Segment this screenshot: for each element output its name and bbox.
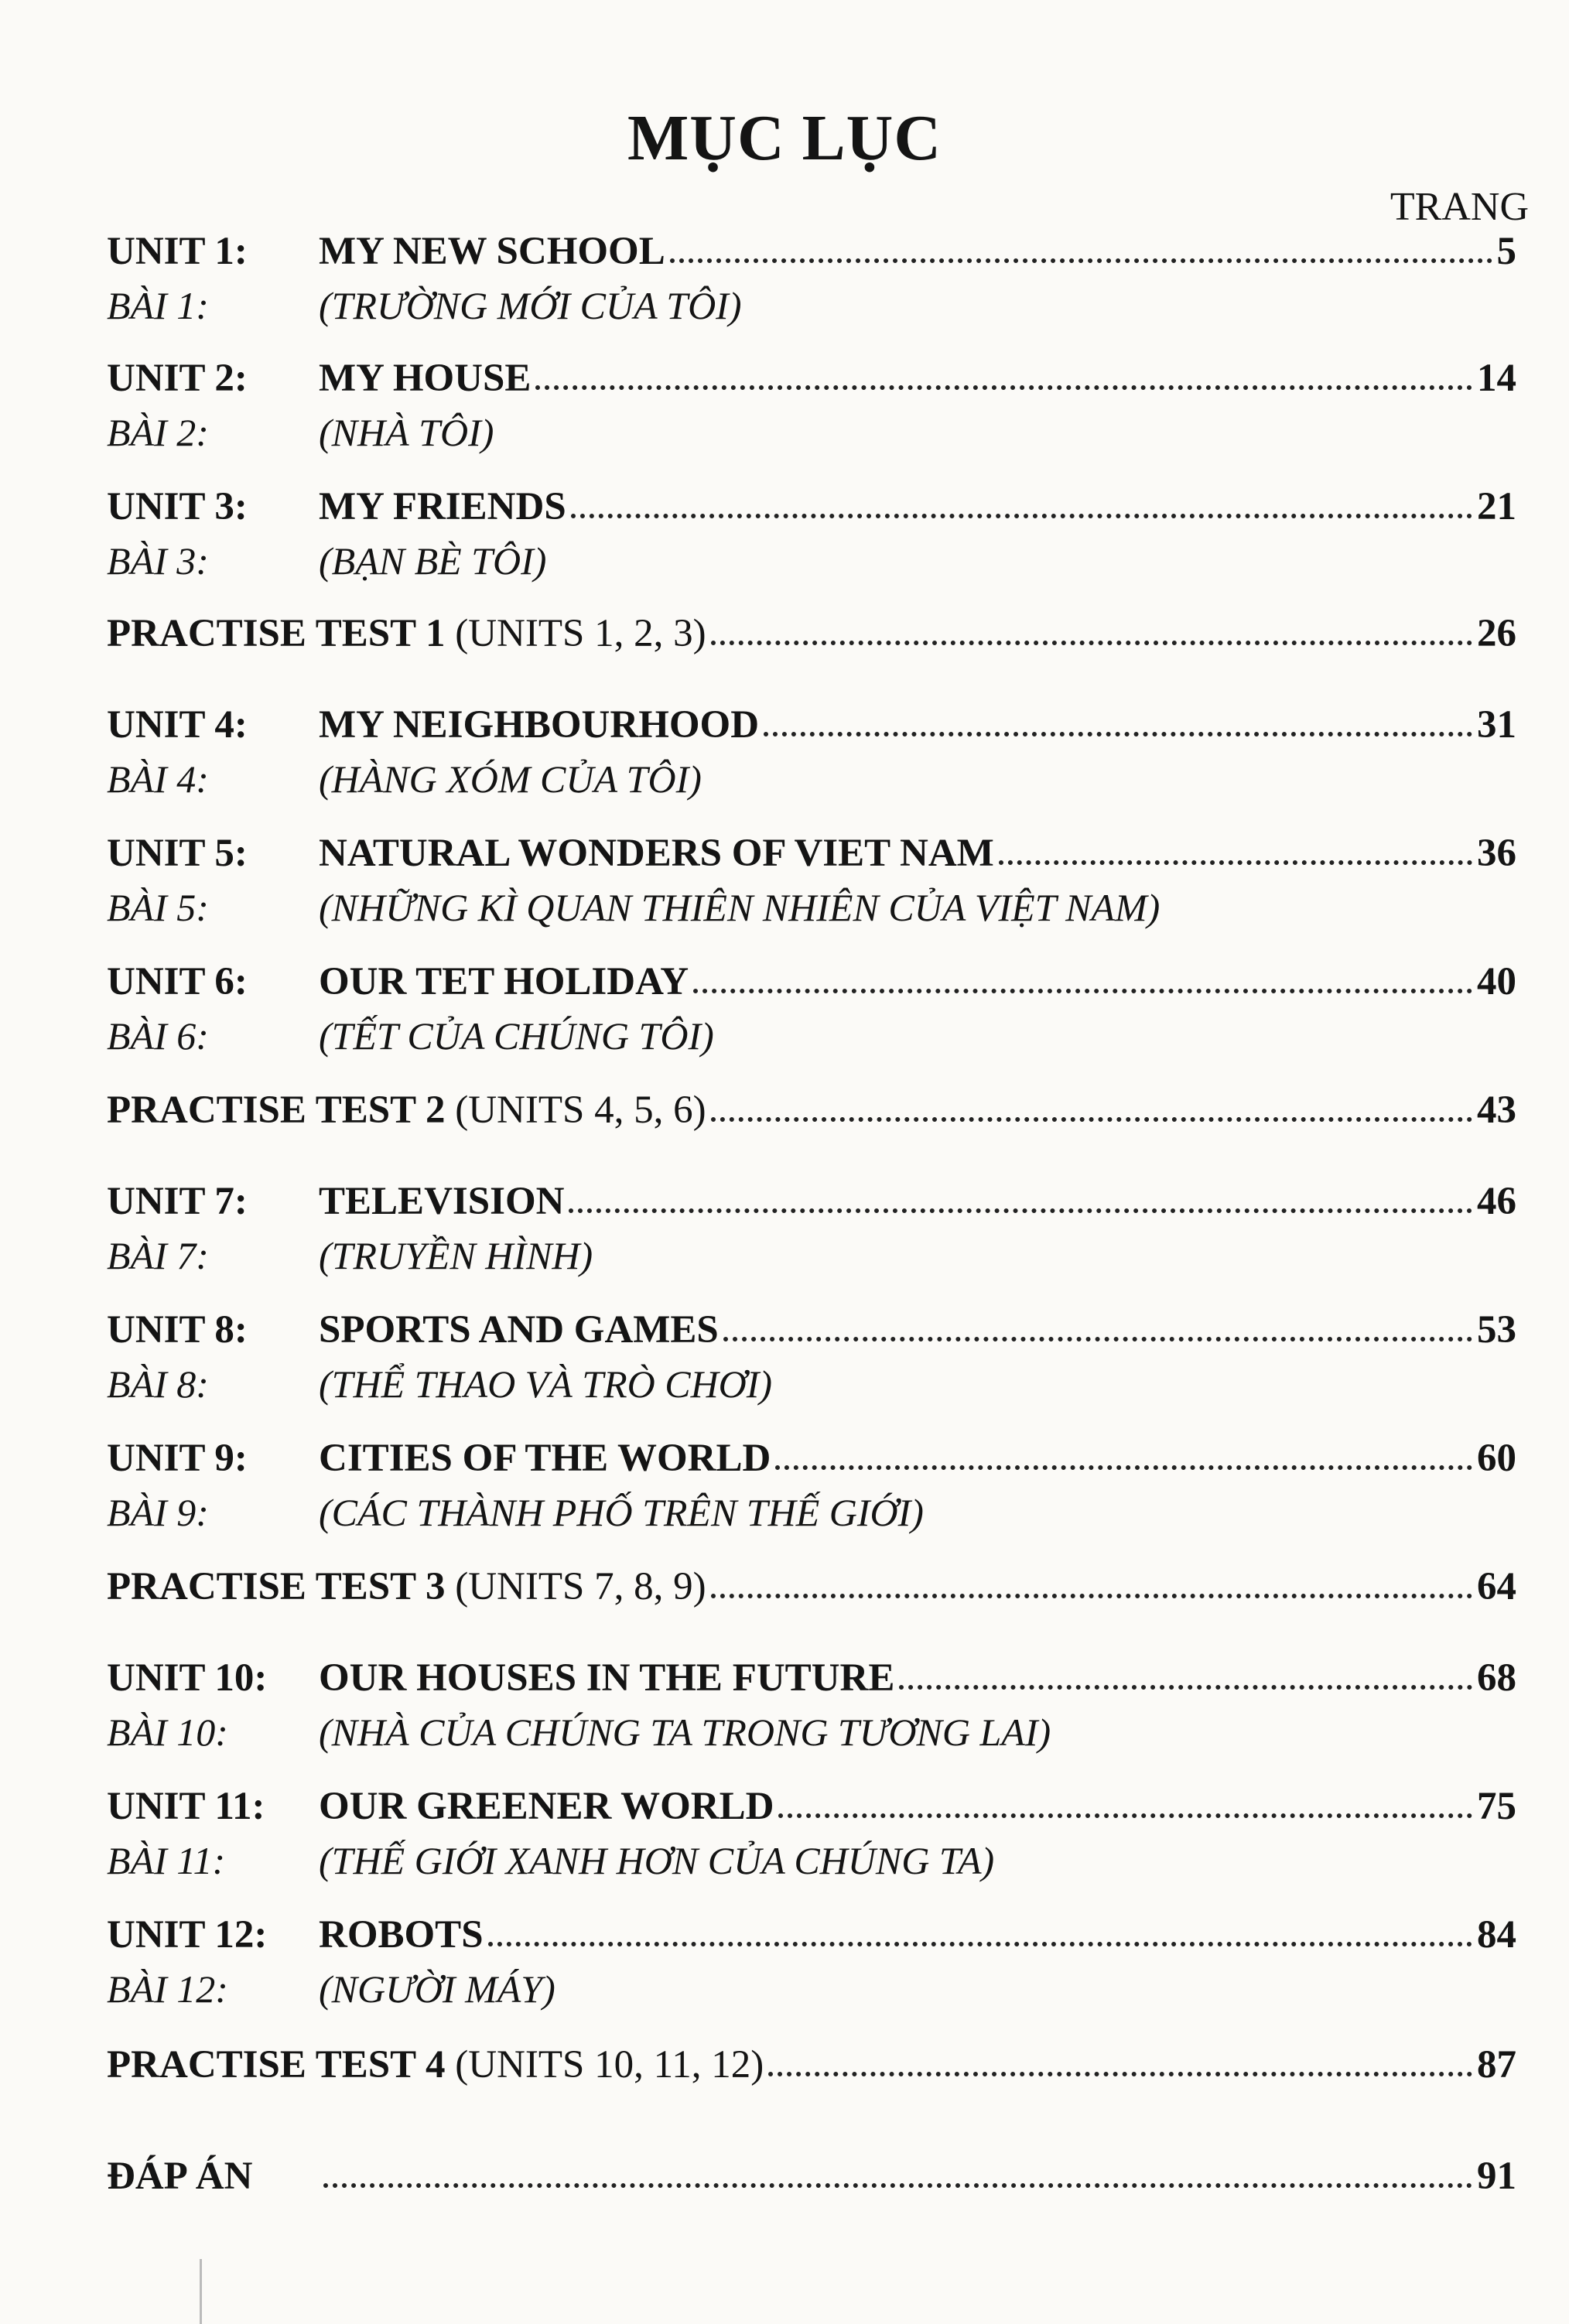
dot-leader — [778, 1813, 1472, 1818]
vietnamese-title: (NHÀ CỦA CHÚNG TA TRONG TƯƠNG LAI) — [319, 1711, 1051, 1754]
entry-line — [319, 1656, 1516, 1700]
page-number: 5 — [1496, 230, 1516, 273]
unit-code: UNIT 11: — [107, 1785, 265, 1828]
entry-line — [319, 702, 1516, 747]
toc-subentry-bai-9 — [107, 1490, 1516, 1544]
unit-code: UNIT 8: — [107, 1308, 248, 1352]
page-margin-rule — [200, 2259, 202, 2324]
unit-code: UNIT 3: — [107, 485, 248, 528]
dot-leader — [535, 385, 1472, 390]
unit-code: UNIT 1: — [107, 230, 248, 273]
unit-code: UNIT 12: — [107, 1913, 268, 1957]
page-number: 87 — [1477, 2043, 1516, 2086]
bai-code: BÀI 7: — [107, 1234, 209, 1277]
vietnamese-title: (THẾ GIỚI XANH HƠN CỦA CHÚNG TA) — [319, 1839, 995, 1882]
unit-code: UNIT 2: — [107, 357, 248, 400]
toc-subentry-bai-3 — [107, 538, 1516, 593]
unit-code: UNIT 5: — [107, 832, 248, 875]
dot-leader — [323, 2183, 1472, 2188]
unit-title: ROBOTS — [319, 1913, 484, 1957]
bai-code: BÀI 4: — [107, 757, 209, 801]
toc-subentry-bai-11 — [107, 1838, 1516, 1892]
bai-code: BÀI 6: — [107, 1014, 209, 1058]
test-title: PRACTISE TEST 3 — [107, 1565, 446, 1608]
page-number: 75 — [1477, 1785, 1516, 1828]
entry-line — [319, 1912, 1516, 1957]
page-number: 43 — [1477, 1089, 1516, 1132]
bai-code: BÀI 10: — [107, 1711, 228, 1754]
dot-leader — [488, 1942, 1472, 1946]
toc-entry-unit-12[interactable] — [107, 1912, 1516, 1967]
entry-line — [319, 1307, 1516, 1352]
unit-code: UNIT 9: — [107, 1437, 248, 1480]
dot-leader — [569, 1208, 1472, 1213]
toc-entry-unit-10[interactable] — [107, 1656, 1516, 1710]
page-number: 53 — [1477, 1308, 1516, 1352]
entry-line — [319, 356, 1516, 401]
unit-title: CITIES OF THE WORLD — [319, 1437, 771, 1480]
toc-subentry-bai-1 — [107, 283, 1516, 337]
test-units: (UNITS 10, 11, 12) — [455, 2043, 764, 2086]
dot-leader — [711, 1117, 1472, 1122]
toc-entry-unit-9[interactable] — [107, 1436, 1516, 1490]
page-number: 46 — [1477, 1180, 1516, 1223]
toc-entry-unit-3[interactable] — [107, 484, 1516, 538]
entry-line — [107, 1088, 1516, 1133]
toc-entry-unit-2[interactable] — [107, 356, 1516, 410]
entry-line — [107, 1564, 1516, 1609]
toc-entry-unit-4[interactable] — [107, 702, 1516, 757]
answers-title: ĐÁP ÁN — [107, 2155, 253, 2198]
unit-title: MY NEW SCHOOL — [319, 230, 665, 273]
dot-leader — [711, 1594, 1472, 1598]
vietnamese-title: (TRƯỜNG MỚI CỦA TÔI) — [319, 284, 742, 327]
test-units: (UNITS 1, 2, 3) — [455, 612, 706, 655]
unit-title: OUR HOUSES IN THE FUTURE — [319, 1656, 895, 1700]
entry-line — [319, 484, 1516, 529]
bai-code: BÀI 2: — [107, 411, 209, 454]
bai-code: BÀI 5: — [107, 886, 209, 929]
dot-leader — [571, 514, 1472, 518]
toc-entry-unit-1[interactable] — [107, 229, 1516, 283]
entry-line — [319, 1784, 1516, 1829]
entry-line — [319, 1179, 1516, 1224]
dot-leader — [711, 641, 1472, 645]
unit-title: MY HOUSE — [319, 357, 532, 400]
page-number: 68 — [1477, 1656, 1516, 1700]
entry-line — [319, 959, 1516, 1004]
page-number: 84 — [1477, 1913, 1516, 1957]
unit-title: OUR TET HOLIDAY — [319, 960, 689, 1003]
bai-code: BÀI 11: — [107, 1839, 226, 1882]
vietnamese-title: (BẠN BÈ TÔI) — [319, 539, 547, 583]
page-number: 91 — [1477, 2155, 1516, 2198]
bai-code: BÀI 8: — [107, 1362, 209, 1406]
vietnamese-title: (TẾT CỦA CHÚNG TÔI) — [319, 1014, 714, 1058]
entry-line — [107, 2042, 1516, 2087]
unit-code: UNIT 6: — [107, 960, 248, 1003]
page-number: 64 — [1477, 1565, 1516, 1608]
entry-line — [107, 2154, 1516, 2199]
toc-entry-unit-7[interactable] — [107, 1179, 1516, 1233]
toc-entry-practise-test-2[interactable] — [107, 1088, 1516, 1142]
test-units: (UNITS 4, 5, 6) — [455, 1089, 706, 1132]
unit-title: SPORTS AND GAMES — [319, 1308, 719, 1352]
bai-code: BÀI 12: — [107, 1967, 228, 2011]
page-number: 26 — [1477, 612, 1516, 655]
bai-code: BÀI 3: — [107, 539, 209, 583]
unit-code: UNIT 4: — [107, 703, 248, 747]
vietnamese-title: (HÀNG XÓM CỦA TÔI) — [319, 757, 702, 801]
bai-code: BÀI 1: — [107, 284, 209, 327]
toc-entry-answers[interactable] — [107, 2154, 1516, 2208]
test-title: PRACTISE TEST 4 — [107, 2043, 446, 2086]
vietnamese-title: (NHÀ TÔI) — [319, 411, 494, 454]
dot-leader — [764, 732, 1472, 737]
toc-subentry-bai-5 — [107, 885, 1516, 939]
test-title: PRACTISE TEST 1 — [107, 612, 446, 655]
toc-entry-unit-11[interactable] — [107, 1784, 1516, 1838]
page-title: MỤC LỤC — [627, 102, 942, 174]
page-number: 40 — [1477, 960, 1516, 1003]
page-number: 36 — [1477, 832, 1516, 875]
bai-code: BÀI 9: — [107, 1491, 209, 1534]
page-number: 60 — [1477, 1437, 1516, 1480]
toc-subentry-bai-12 — [107, 1967, 1516, 2021]
toc-entry-practise-test-4[interactable] — [107, 2042, 1516, 2097]
entry-line — [319, 831, 1516, 876]
toc-subentry-bai-6 — [107, 1013, 1516, 1068]
toc-entry-unit-8[interactable] — [107, 1307, 1516, 1362]
toc-entry-practise-test-3[interactable] — [107, 1564, 1516, 1618]
unit-title: TELEVISION — [319, 1180, 565, 1223]
unit-code: UNIT 10: — [107, 1656, 268, 1700]
dot-leader — [775, 1465, 1472, 1470]
dot-leader — [899, 1685, 1472, 1690]
test-label — [107, 1564, 706, 1609]
toc-entry-unit-6[interactable] — [107, 959, 1516, 1013]
toc-subentry-bai-7 — [107, 1233, 1516, 1287]
test-title: PRACTISE TEST 2 — [107, 1089, 446, 1132]
toc-entry-practise-test-1[interactable] — [107, 611, 1516, 665]
dot-leader — [670, 258, 1492, 263]
toc-subentry-bai-10 — [107, 1710, 1516, 1764]
unit-title: MY NEIGHBOURHOOD — [319, 703, 760, 747]
vietnamese-title: (CÁC THÀNH PHỐ TRÊN THẾ GIỚI) — [319, 1491, 924, 1534]
dot-leader — [768, 2072, 1472, 2076]
unit-title: NATURAL WONDERS OF VIET NAM — [319, 832, 994, 875]
unit-title: MY FRIENDS — [319, 485, 566, 528]
dot-leader — [999, 860, 1472, 865]
page-number: 31 — [1477, 703, 1516, 747]
vietnamese-title: (NHỮNG KÌ QUAN THIÊN NHIÊN CỦA VIỆT NAM) — [319, 886, 1161, 929]
page-number: 21 — [1477, 485, 1516, 528]
dot-leader — [693, 989, 1472, 993]
test-label — [107, 2042, 764, 2087]
entry-line — [107, 611, 1516, 656]
test-units: (UNITS 7, 8, 9) — [455, 1565, 706, 1608]
page-column-header: TRANG — [1390, 185, 1529, 229]
dot-leader — [723, 1337, 1472, 1341]
unit-title: OUR GREENER WORLD — [319, 1785, 774, 1828]
toc-subentry-bai-8 — [107, 1362, 1516, 1416]
toc-subentry-bai-4 — [107, 757, 1516, 811]
toc-entry-unit-5[interactable] — [107, 831, 1516, 885]
page-number: 14 — [1477, 357, 1516, 400]
entry-line — [319, 1436, 1516, 1481]
entry-line — [319, 229, 1516, 274]
vietnamese-title: (NGƯỜI MÁY) — [319, 1967, 555, 2011]
unit-code: UNIT 7: — [107, 1180, 248, 1223]
test-label — [107, 1088, 706, 1133]
test-label — [107, 611, 706, 656]
vietnamese-title: (THỂ THAO VÀ TRÒ CHƠI) — [319, 1362, 773, 1406]
toc-subentry-bai-2 — [107, 410, 1516, 464]
vietnamese-title: (TRUYỀN HÌNH) — [319, 1234, 593, 1277]
